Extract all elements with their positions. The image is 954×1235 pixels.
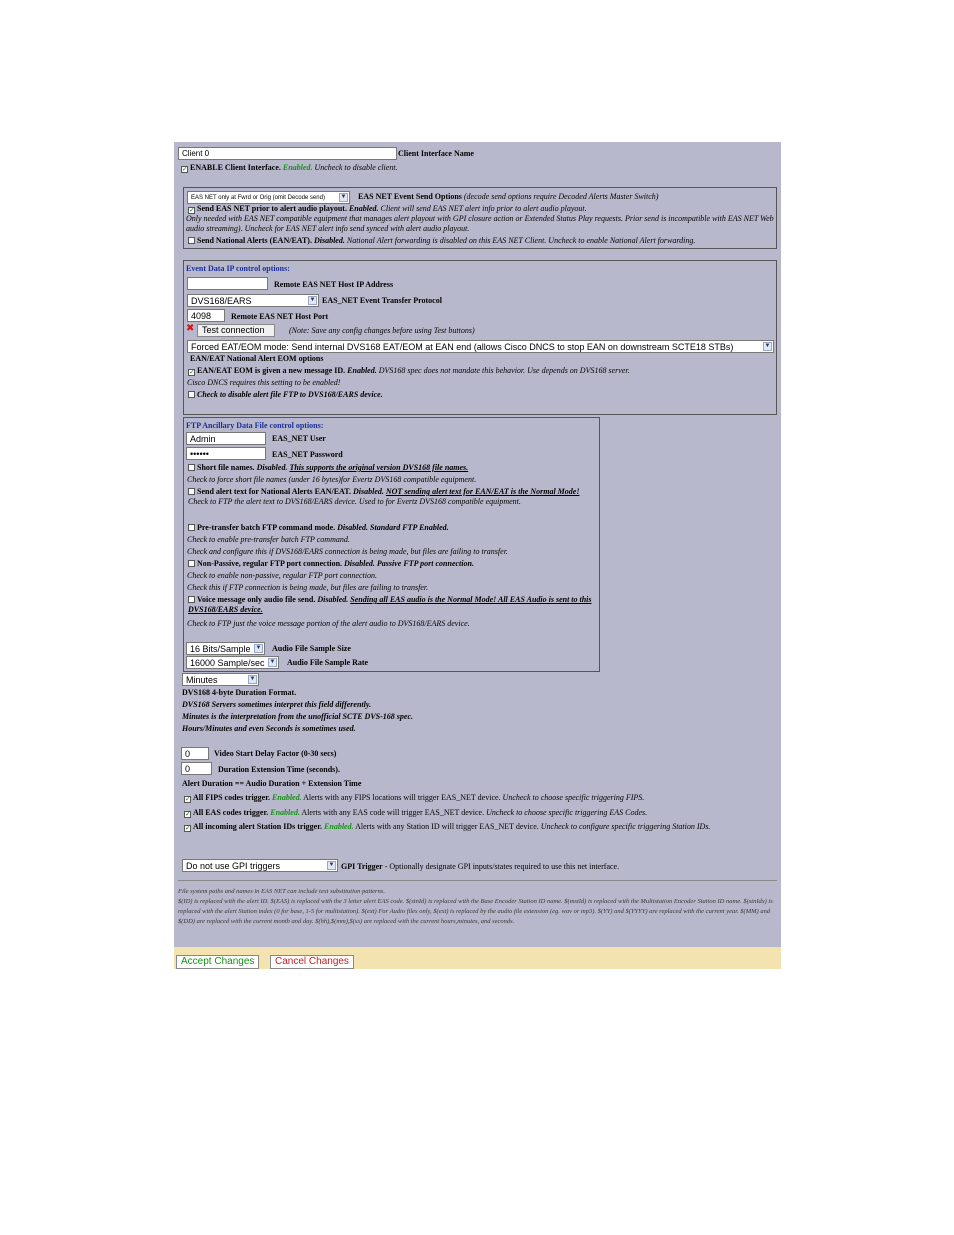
footnote-line2: $(ID) is replaced with the alert ID. $(EAS) is replaced with the 3 letter alert EAS code. $(stnId) is replaced with the Base Encoder Station ID name. $(mstId) is replaced with the Multistation Encoder Station ID name. $(stnIdx) is replaced with the alert Station index (0 for base, 1-5 for multistation). $(ext) For Audio files only, $(ext) is replaced by the audio file extension (eg. wav or mp3). $(YY) and $(YYYY) are replaced with the current year. $(MM) and $(DD) are replaced with the current month and day. $(hh),$(mm),$(ss) are replaced with the current hours,minutes, and seconds. xyxy=(178,898,773,925)
chevron-down-icon: ▼ xyxy=(309,297,316,303)
short-names-row: Short file names. Disabled. This supports the original version DVS168 file names. xyxy=(188,463,468,472)
short-names-checkbox[interactable] xyxy=(188,464,195,471)
chevron-down-icon: ▼ xyxy=(340,194,347,200)
alert-text-checkbox[interactable] xyxy=(188,488,195,495)
duration-format-label: DVS168 4-byte Duration Format. xyxy=(182,688,297,697)
duration-note-2: Minutes is the interpretation from the unofficial SCTE DVS-168 spec. xyxy=(182,712,413,721)
chevron-down-icon: ▼ xyxy=(269,659,276,665)
voice-only-row: Voice message only audio file send. Disabled. Sending all EAS audio is the Normal Mode! All EAS Audio is sent to this DVS168/EARS device. xyxy=(188,595,592,614)
eas-trigger-checkbox[interactable]: ✓ xyxy=(185,810,191,818)
error-icon: ✖ xyxy=(186,323,195,334)
send-options-select[interactable]: EAS NET only at Fwrd or Orig (omit Decode send) ▼ xyxy=(187,191,350,204)
send-prior-checkbox[interactable]: ✓ xyxy=(189,206,195,214)
chevron-down-icon: ▼ xyxy=(249,676,256,682)
video-delay-input[interactable]: 0 xyxy=(181,747,209,760)
disable-ftp-checkbox[interactable] xyxy=(188,391,195,398)
event-ip-heading: Event Data IP control options: xyxy=(186,264,290,273)
enable-client-status: Enabled. xyxy=(282,163,313,172)
ftp-heading: FTP Ancillary Data File control options: xyxy=(186,421,324,430)
pretransfer-checkbox[interactable] xyxy=(188,524,195,531)
send-national-row: Send National Alerts (EAN/EAT). Disabled. National Alert forwarding is disabled on this EAS NET Client. Uncheck to enable National Alert forwarding. xyxy=(188,236,695,245)
pretransfer-row: Pre-transfer batch FTP command mode. Disabled. Standard FTP Enabled. xyxy=(188,523,449,532)
accept-changes-button[interactable]: Accept Changes xyxy=(176,955,259,969)
duration-note-3: Hours/Minutes and even Seconds is sometimes used. xyxy=(182,724,356,733)
non-passive-hint2: Check this if FTP connection is being made, but files are failing to transfer. xyxy=(187,583,429,592)
duration-note-1: DVS168 Servers sometimes interpret this field differently. xyxy=(182,700,372,709)
pretransfer-hint1: Check to enable pre-transfer batch FTP command. xyxy=(187,535,350,544)
ftp-user-label: EAS_NET User xyxy=(272,434,326,443)
ftp-password-input[interactable]: •••••• xyxy=(186,447,266,460)
client-name-input[interactable]: Client 0 xyxy=(178,147,397,160)
fips-trigger-row: ✓ All FIPS codes trigger. Enabled. Alerts with any FIPS locations will trigger EAS_NET device. Uncheck to choose specific triggering FIPS. xyxy=(185,793,645,803)
protocol-select[interactable]: DVS168/EARS ▼ xyxy=(187,294,319,307)
video-delay-label: Video Start Delay Factor (0-30 secs) xyxy=(214,749,337,758)
eom-new-id-row: ✓ EAN/EAT EOM is given a new message ID. Enabled. DVS168 spec does not mandate this behavior. Use depends on DVS168 server. xyxy=(189,366,630,376)
enable-client-checkbox[interactable]: ✓ xyxy=(182,165,188,173)
eom-options-label: EAN/EAT National Alert EOM options xyxy=(190,354,324,363)
client-name-label: Client Interface Name xyxy=(398,149,474,158)
cancel-changes-button[interactable]: Cancel Changes xyxy=(270,955,354,969)
non-passive-hint1: Check to enable non-passive, regular FTP port connection. xyxy=(187,571,377,580)
ftp-user-input[interactable]: Admin xyxy=(186,432,266,445)
host-ip-label: Remote EAS NET Host IP Address xyxy=(274,280,394,289)
send-prior-note: Only needed with EAS NET compatible equipment that manages alert playout with GPI closure action or Extended Status Play requests. Prior send is incompatible with EAS NET Web audio streaming). Uncheck for EAS NET alert info send synced with alert audio playout. xyxy=(186,214,774,233)
ftp-password-label: EAS_NET Password xyxy=(272,450,343,459)
divider xyxy=(178,880,777,881)
chevron-down-icon: ▼ xyxy=(328,862,335,868)
sample-size-select[interactable]: 16 Bits/Sample ▼ xyxy=(186,642,265,655)
host-ip-input[interactable] xyxy=(187,277,268,290)
protocol-label: EAS_NET Event Transfer Protocol xyxy=(322,296,442,305)
non-passive-row: Non-Passive, regular FTP port connection. Disabled. Passive FTP port connection. xyxy=(188,559,474,568)
test-connection-button[interactable]: Test connection xyxy=(197,324,275,337)
host-port-label: Remote EAS NET Host Port xyxy=(231,312,329,321)
chevron-down-icon: ▼ xyxy=(255,645,262,651)
non-passive-checkbox[interactable] xyxy=(188,560,195,567)
eom-new-id-checkbox[interactable]: ✓ xyxy=(189,368,195,376)
send-options-label-row: EAS NET Event Send Options (decode send options require Decoded Alerts Master Switch) xyxy=(358,192,659,201)
gpi-trigger-label-row: GPI Trigger - Optionally designate GPI inputs/states required to use this net interface. xyxy=(341,862,620,871)
send-national-checkbox[interactable] xyxy=(188,237,195,244)
duration-formula: Alert Duration == Audio Duration + Extension Time xyxy=(182,779,362,788)
footnote-line1: File system paths and names in EAS NET can include text substitution patterns. xyxy=(178,888,385,895)
short-names-hint: Check to force short file names (under 16 bytes)for Evertz DVS168 compatible equipment. xyxy=(187,475,477,484)
enable-client-row: ✓ ENABLE Client Interface. Enabled. Uncheck to disable client. xyxy=(182,163,398,173)
extension-label: Duration Extension Time (seconds). xyxy=(218,765,340,774)
voice-only-checkbox[interactable] xyxy=(188,596,195,603)
voice-only-hint: Check to FTP just the voice message portion of the alert audio to DVS168/EARS device. xyxy=(187,619,470,628)
alert-text-row: Send alert text for National Alerts EAN/EAT. Disabled. NOT sending alert text for EAN/EAT is the Normal Mode! Check to FTP the alert text to DVS168/EARS device. Used to for Evertz DVS168 compatible equipment. xyxy=(188,487,580,506)
send-prior-row: ✓ Send EAS NET prior to alert audio playout. Enabled. Client will send EAS NET alert info prior to alert audio playout. xyxy=(189,204,587,214)
extension-input[interactable]: 0 xyxy=(181,762,212,775)
host-port-input[interactable]: 4098 xyxy=(187,309,225,322)
sample-size-label: Audio File Sample Size xyxy=(272,644,351,653)
eas-trigger-row: ✓ All EAS codes trigger. Enabled. Alerts with any EAS code will trigger EAS_NET device. Uncheck to choose specific triggering EAS Codes. xyxy=(185,808,648,818)
station-trigger-checkbox[interactable]: ✓ xyxy=(185,824,191,832)
test-note: (Note: Save any config changes before using Test buttons) xyxy=(289,326,475,335)
eom-mode-select[interactable]: Forced EAT/EOM mode: Send internal DVS168 EAT/EOM at EAN end (allows Cisco DNCS to stop EAN on downstream SCTE18 STBs) ▼ xyxy=(187,340,774,353)
chevron-down-icon: ▼ xyxy=(764,343,771,349)
station-trigger-row: ✓ All incoming alert Station IDs trigger. Enabled. Alerts with any Station ID will trigger EAS_NET device. Uncheck to configure specific triggering Station IDs. xyxy=(185,822,711,832)
pretransfer-hint2: Check and configure this if DVS168/EARS connection is being made, but files are failing to transfer. xyxy=(187,547,508,556)
action-bar xyxy=(174,947,781,969)
sample-rate-label: Audio File Sample Rate xyxy=(287,658,369,667)
fips-trigger-checkbox[interactable]: ✓ xyxy=(185,795,191,803)
cisco-note: Cisco DNCS requires this setting to be enabled! xyxy=(187,378,341,387)
duration-format-select[interactable]: Minutes ▼ xyxy=(182,673,259,686)
disable-ftp-row: Check to disable alert file FTP to DVS168/EARS device. xyxy=(188,390,383,399)
gpi-trigger-select[interactable]: Do not use GPI triggers ▼ xyxy=(182,859,338,872)
sample-rate-select[interactable]: 16000 Sample/sec ▼ xyxy=(186,656,279,669)
